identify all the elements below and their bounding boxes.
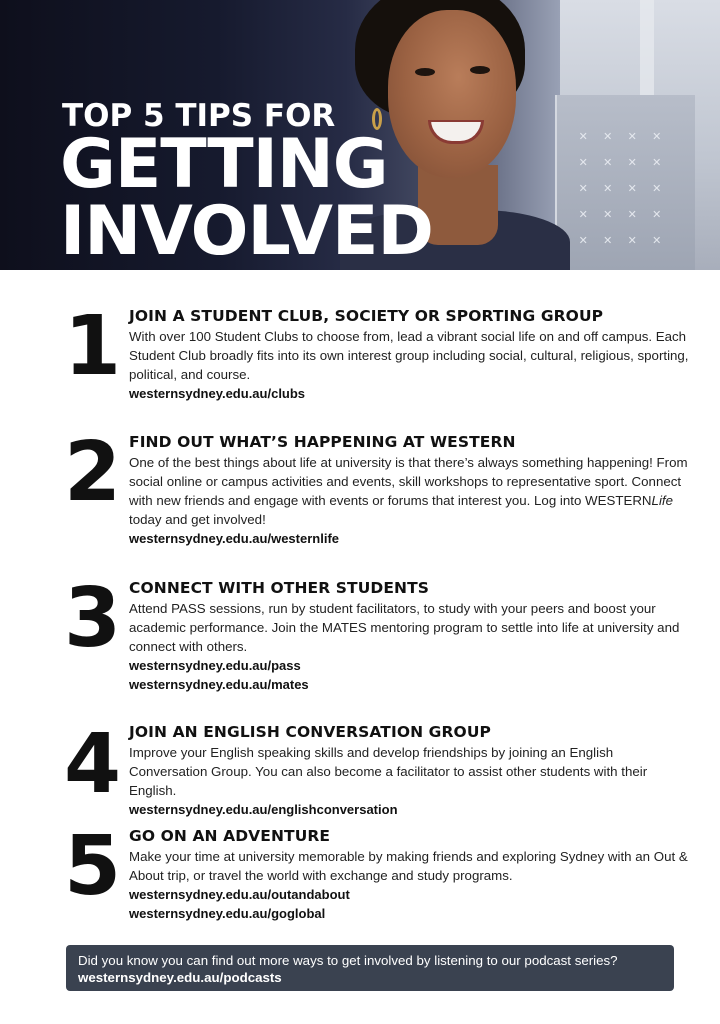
- tip-body: Make your time at university memorable by making friends and exploring Sydney with an Out & About trip, or travel the world with exchange and study programs.: [129, 849, 688, 883]
- student-eye-left: [415, 68, 435, 76]
- student-eye-right: [470, 66, 490, 74]
- tip-body: Attend PASS sessions, run by student facilitators, to study with your peers and boost your academic performance. Join the MATES mentoring program to settle into life at university and connect with others.: [129, 601, 680, 654]
- tip-body-text-end: today and get involved!: [129, 512, 266, 527]
- tip-heading: GO ON AN ADVENTURE: [129, 827, 331, 845]
- tip-content: [129, 722, 689, 819]
- pass-link[interactable]: westernsydney.edu.au/pass: [129, 658, 301, 673]
- tip-number: 1: [64, 299, 122, 394]
- tip-heading: JOIN A STUDENT CLUB, SOCIETY OR SPORTING GROUP: [129, 307, 604, 325]
- podcasts-link[interactable]: westernsydney.edu.au/podcasts: [78, 970, 282, 985]
- tip-body: With over 100 Student Clubs to choose from, lead a vibrant social life on and off campus. Each Student Club broadly fits into its own interest group including social, cultural, religious, sporting, political, and course.: [129, 329, 689, 382]
- background-pattern: ✕ ✕ ✕ ✕ ✕ ✕ ✕ ✕ ✕ ✕ ✕ ✕ ✕ ✕ ✕ ✕ ✕ ✕ ✕ ✕: [578, 131, 662, 247]
- tip-number: 2: [64, 425, 122, 520]
- tip-number: 3: [64, 571, 122, 666]
- tip-body: [129, 453, 689, 529]
- tip-number: 5: [64, 819, 122, 914]
- outandabout-link[interactable]: westernsydney.edu.au/outandabout: [129, 887, 350, 902]
- tip-heading: CONNECT WITH OTHER STUDENTS: [129, 579, 430, 597]
- title-line-1: GETTING: [60, 125, 388, 204]
- tip-content: [129, 306, 689, 403]
- tip-content: [129, 432, 689, 548]
- student-face: [388, 10, 516, 178]
- title-small: TOP 5 TIPS FOR: [62, 98, 336, 134]
- header-banner: [0, 0, 720, 270]
- mates-link[interactable]: westernsydney.edu.au/mates: [129, 677, 309, 692]
- clubs-link[interactable]: westernsydney.edu.au/clubs: [129, 386, 306, 401]
- tip-heading: FIND OUT WHAT’S HAPPENING AT WESTERN: [129, 433, 516, 451]
- podcast-callout-text: Did you know you can find out more ways to get involved by listening to our podcast series?: [78, 953, 618, 968]
- tip-body: Improve your English speaking skills and develop friendships by joining an English Conversation Group. You can also become a facilitator to assist other students with their English.: [129, 745, 648, 798]
- tip-body-italic: Life: [651, 493, 673, 508]
- westernlife-link[interactable]: westernsydney.edu.au/westernlife: [129, 531, 339, 546]
- title-line-2: INVOLVED: [60, 192, 433, 270]
- english-conversation-link[interactable]: westernsydney.edu.au/englishconversation: [129, 802, 398, 817]
- tip-body-text: One of the best things about life at university is that there’s always something happening! From social online or campus activities and events, skill workshops to representative sport. Connect with new friends and engage with events or forums that interest you. Log into WESTERN: [129, 455, 688, 508]
- tip-content: [129, 826, 689, 923]
- podcast-callout: [66, 945, 674, 991]
- tip-content: [129, 578, 689, 694]
- goglobal-link[interactable]: westernsydney.edu.au/goglobal: [129, 906, 326, 921]
- tip-heading: JOIN AN ENGLISH CONVERSATION GROUP: [129, 723, 491, 741]
- tip-number: 4: [64, 717, 122, 812]
